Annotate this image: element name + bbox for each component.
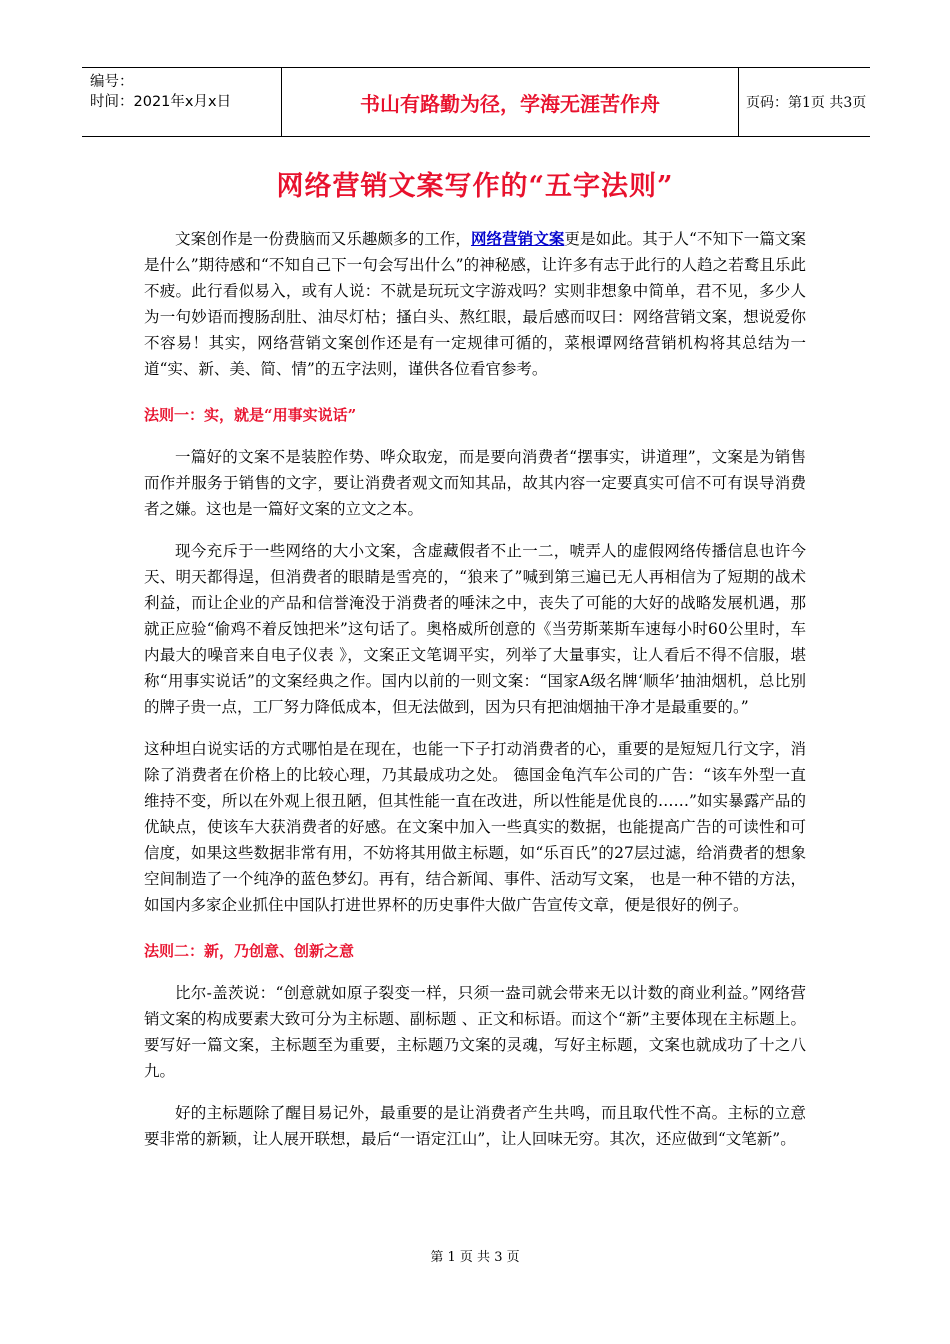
rule1-paragraph-2: 现今充斥于一些网络的大小文案，含虚藏假者不止一二，唬弄人的虚假网络传播信息也许今天、明天都得逞，但消费者的眼睛是雪亮的，“狼来了”喊到第三遍已无人再相信为了短期的战术利益，而让企业的产品和信誉淹没于消费者的唾沫之中，丧失了可能的大好的战略发展机遇，那就正应验“偷鸡不着反蚀把米”这句话了。奥格威所创意的《当劳斯莱斯车速每小时60公里时，车内最大的噪音来自电子仪表 》，文案正文笔调平实，列举了大量事实，让人看后不得不信服，堪称“用事实说话”的文案经典之作。国内以前的一则文案：“国家A级名牌‘顺华’抽油烟机，总比别的牌子贵一点，工厂努力降低成本，但无法做到，因为只有把油烟抽干净才是最重要的。” xyxy=(144,542,806,716)
rule2-paragraph-1: 比尔-盖茨说：“创意就如原子裂变一样，只须一盎司就会带来无以计数的商业利益。”网络营销文案的构成要素大致可分为主标题、副标题 、正文和标语。而这个“新”主要体现在主标题上。要写好一篇文案，主标题至为重要，主标题乃文案的灵魂，写好主标题，文案也就成功了十之八九。 xyxy=(144,984,806,1080)
rule1-heading: 法则一：实，就是“用事实说话” xyxy=(144,406,357,424)
document-title: 网络营销文案写作的“五字法则” xyxy=(276,171,674,202)
document-body xyxy=(144,226,806,1152)
header-meta xyxy=(82,68,282,136)
time-label: 时间：2021年x月x日 xyxy=(90,94,232,110)
intro-text-before-link: 文案创作是一份费脑而又乐趣颇多的工作， xyxy=(175,230,471,248)
header-motto: 书山有路勤为径，学海无涯苦作舟 xyxy=(282,68,739,136)
number-label: 编号： xyxy=(90,74,134,90)
rule2-paragraph-2: 好的主标题除了醒目易记外，最重要的是让消费者产生共鸣，而且取代性不高。主标的立意要非常的新颖，让人展开联想，最后“一语定江山”，让人回味无穷。其次，还应做到“文笔新”。 xyxy=(144,1104,806,1148)
rule1-paragraph-3: 这种坦白说实话的方式哪怕是在现在，也能一下子打动消费者的心，重要的是短短几行文字，消除了消费者在价格上的比较心理，乃其最成功之处。 德国金龟汽车公司的广告：“该车外型一直维持不变，所以在外观上很丑陋，但其性能一直在改进，所以性能是优良的……”如实暴露产品的优缺点，使该车大获消费者的好感。在文案中加入一些真实的数据，也能提高广告的可读性和可信度，如果这些数据非常有用，不妨将其用做主标题，如“乐百氏”的27层过滤，给消费者的想象空间制造了一个纯净的蓝色梦幻。再有，结合新闻、事件、活动写文案， 也是一种不错的方法，如国内多家企业抓住中国队打进世界杯的历史事件大做广告宣传文章，便是很好的例子。 xyxy=(144,740,806,914)
marketing-copy-link[interactable]: 网络营销文案 xyxy=(470,229,565,248)
page-header xyxy=(82,67,870,137)
intro-text-after-link: 更是如此。其于人“不知下一篇文案是什么”期待感和“不知自己下一句会写出什么”的神秘感，让许多有志于此行的人趋之若鹜且乐此不疲。此行看似易入，或有人说：不就是玩玩文字游戏吗？实则非想象中简单，君不见，多少人为一句妙语而搜肠刮肚、油尽灯枯；搔白头、熬红眼，最后感而叹曰：网络营销文案，想说爱你不容易！其实，网络营销文案创作还是有一定规律可循的，菜根谭网络营销机构将其总结为一道“实、新、美、简、情”的五字法则，谨供各位看官参考。 xyxy=(144,230,806,378)
header-page-info: 页码：第1页 共3页 xyxy=(746,95,867,111)
intro-paragraph xyxy=(144,226,806,382)
rule2-heading: 法则二：新，乃创意、创新之意 xyxy=(144,942,355,960)
page-footer: 第 1 页 共 3 页 xyxy=(430,1250,520,1265)
rule1-paragraph-1: 一篇好的文案不是装腔作势、哗众取宠，而是要向消费者“摆事实，讲道理”，文案是为销售而作并服务于销售的文字，要让消费者观文而知其品，故其内容一定要真实可信不可有误导消费者之嫌。这也是一篇好文案的立文之本。 xyxy=(144,448,806,518)
